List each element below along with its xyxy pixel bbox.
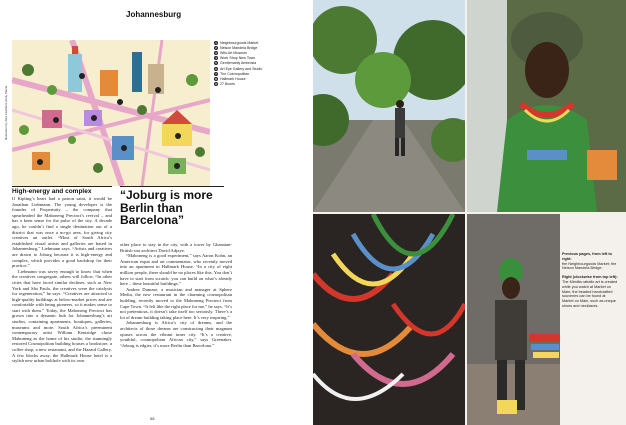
legend-label: Art Eye Gallery and Studio	[220, 66, 263, 71]
map-legend	[214, 40, 304, 87]
caption-previous-pages	[562, 252, 618, 271]
caption-text: The Mimifia rafrafic art is created while you watch at Market on Main; the beaded handcrafted souvenirs can be found at Market on Main, such as unique shoes and necklaces.	[562, 279, 618, 308]
legend-label: Neighbourgoods Market	[220, 40, 259, 45]
photo-beadwork-artisan	[467, 0, 626, 212]
map-drawing	[12, 40, 210, 186]
legend-number: 1	[215, 40, 217, 45]
legend-number: 5	[215, 61, 217, 66]
legend-label: Hallmark House	[220, 76, 246, 81]
photo-street-pedestrian	[313, 0, 465, 212]
legend-number: 3	[215, 50, 217, 55]
photo-captions	[562, 252, 618, 313]
illustration-credit: Illustration by Alex Feather/Lonely Planet	[4, 85, 8, 140]
body-paragraph: other place to stay in the city, with a tower by Ghanaian-British star architect David Adjaye.	[120, 242, 232, 253]
body-paragraph: Andrea Dumase, a musician and manager at Sphere Media, the new restaurant in the charming cosmopolitan building, recently moved to the Maboneng Precinct from Cape Town. “It felt like the right place for me,” he says. “It’s not pretentious, it doesn’t take itself too seriously. There’s a lot of dream building taking place here. It’s very inspiring.”	[120, 286, 232, 320]
legend-label: The Cosmopolitan	[220, 71, 250, 76]
city-map-illustration	[12, 40, 210, 186]
body-paragraph: “Maboneng is a good experiment,” says Aaron Kohn, an American expat and art commentator, who recently moved into an apartment in Hallmark House. “In a city of eight million people, there should be no places like this. You don’t have to start from scratch; you can build on what’s already here – these beautiful buildings.”	[120, 253, 232, 287]
body-paragraph: Johannesburg is Africa’s city of dreams, and the architects of those dreams are constructing their magnum opuses across the vibrant inner city. “It’s a creative, youthful, cosmopolitan African city,” says Greenaker. “Joburg is edgier, it’s more Berlin than Barcelona.”	[120, 320, 232, 348]
legend-label: Nelson Mandela Bridge	[220, 45, 258, 50]
caption-title: Previous pages, from left to right:	[562, 252, 613, 261]
legend-number: 8	[215, 76, 217, 81]
legend-number: 2	[215, 45, 217, 50]
body-paragraph: If Kipling’s heart had a patron saint, it would be Jonathan Liebmann. The young developer is the founder of Propertuity – the company that spearheaded the Maboneng Precinct’s revival – and has a keen sense for the pulse of the city. A decade ago, he couldn’t find a single destination out of a district that was once a no-go area, for giving city creatives an outlet. “Most of South Africa’s established visual artists and galleries are based in Johannesburg,” Liebmann says. “Artists and creatives are drawn to Joburg because it is high-energy and complex, which provides a good backdrop for their practice.”	[12, 196, 112, 269]
pull-quote: “Joburg is more Berlin than Barcelona”	[120, 188, 213, 227]
legend-number: 9	[215, 82, 217, 87]
section-divider	[12, 186, 112, 187]
body-column-2	[120, 242, 232, 410]
legend-number: 7	[215, 71, 217, 76]
section-title: Johannesburg	[126, 10, 182, 19]
page-number: 58	[150, 416, 155, 421]
legend-number: 6	[215, 66, 217, 71]
legend-label: Wits Art Museum	[220, 50, 248, 55]
caption-right	[562, 275, 618, 309]
article-heading: High-energy and complex	[12, 188, 92, 195]
quote-rule	[120, 186, 224, 187]
photo-bead-necklaces	[313, 214, 465, 425]
legend-label: Gentlemanly Ambrosia	[220, 61, 257, 66]
photo-shoe-vendor	[467, 214, 560, 425]
body-paragraph: Liebmann was savvy enough to know that when the creatives congregate, others will follow. “In other cities that have faced similar declines, such as New York and São Paulo, the creatives were the catalysts for regeneration,” he says. “Creatives are attracted to high-quality buildings at below-market prices and are comfortable with being pioneers, so it makes sense to start with them.” Today, the Maboneng Precinct has grown into a dynamic hub for Johannesburg’s art studios, containing apartments, boutiques, galleries, museums and more. South Africa’s preeminent contemporary artist William Kentridge chose Maboneng as the home of his studio; the stunningly restored Cosmopolitan building houses a bookstore, a coffee shop, a new restaurant, and the Hazard Gallery. A few blocks away, the Hallmark House hotel is a stylish new urban bolthole with its own	[12, 268, 112, 364]
caption-title: Right (clockwise from top left):	[562, 275, 618, 280]
caption-text: the Neighbourgoods Market; the Nelson Mandela Bridge.	[562, 261, 617, 271]
legend-number: 4	[215, 56, 217, 61]
legend-label: 27 Boxes	[220, 82, 235, 87]
legend-item	[214, 82, 304, 87]
legend-label: Work Shop New Town	[220, 56, 256, 61]
body-column-1	[12, 196, 112, 410]
